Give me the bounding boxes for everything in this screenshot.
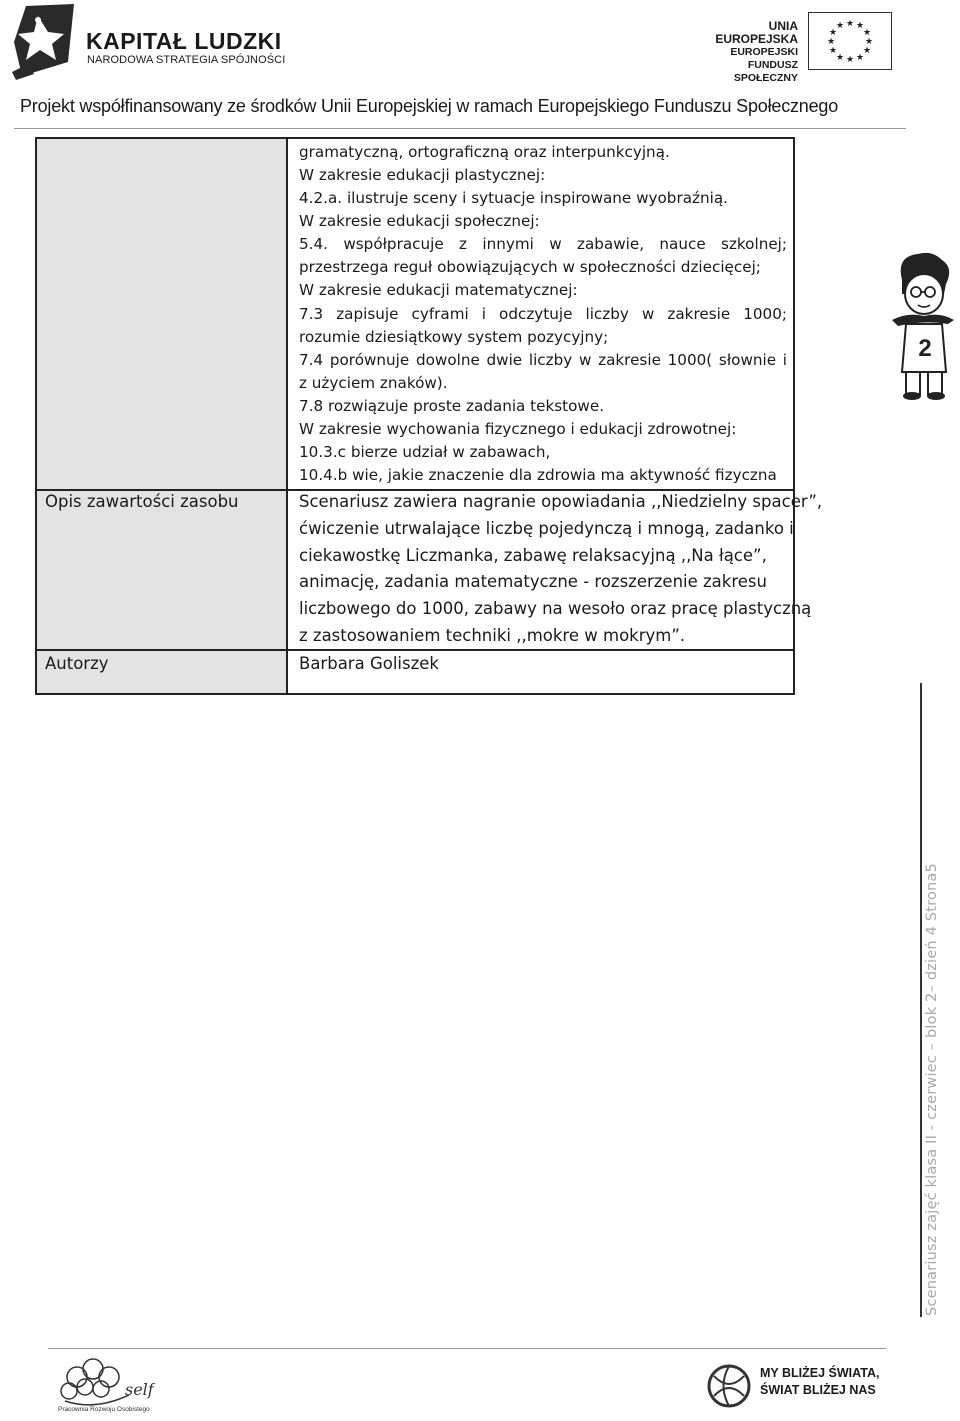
svg-text:★: ★ [828, 46, 838, 56]
description-line: ciekawostkę Liczmanka, zabawę relaksacyjną ,,Na łące”, [299, 546, 767, 565]
self-caption: Pracownia Rozwoju Osobistego [58, 1406, 150, 1413]
table-row-divider [37, 649, 793, 651]
skills-line: 10.4.b wie, jakie znaczenie dla zdrowia ma aktywność fizyczna [299, 466, 777, 484]
svg-text:★: ★ [855, 21, 865, 31]
authors-value: Barbara Goliszek [299, 654, 439, 673]
eu-label [688, 20, 798, 85]
svg-text:★: ★ [835, 21, 845, 31]
svg-text:★: ★ [862, 46, 872, 56]
project-line-part1: Projekt współfinansowany ze środków Unii Europejskiej [20, 96, 452, 116]
eu-fund-line2: FUNDUSZ SPOŁECZNY [733, 59, 798, 84]
mascot-number: 2 [918, 335, 932, 362]
row-label-description: Opis zawartości zasobu [45, 492, 239, 511]
slogan-line1: MY BLIŻEJ ŚWIATA, [760, 1366, 880, 1380]
kapital-ludzki-subtitle: NARODOWA STRATEGIA SPÓJNOŚCI [87, 54, 286, 66]
skills-line: 5.4. współpracuje z innymi w zabawie, nauce szkolnej; [299, 235, 787, 253]
skills-line: W zakresie edukacji matematycznej: [299, 281, 578, 299]
svg-text:★: ★ [826, 37, 836, 47]
globe-hands-icon [704, 1362, 754, 1412]
skills-line: rozumie dziesiątkowy system pozycyjny; [299, 328, 609, 346]
sidebar-divider [920, 683, 922, 1317]
skills-line: W zakresie edukacji plastycznej: [299, 166, 546, 184]
skills-line: 10.3.c bierze udział w zabawach, [299, 443, 551, 461]
description-line: liczbowego do 1000, zabawy na wesoło oraz pracę plastyczną [299, 599, 812, 618]
svg-text:★: ★ [864, 37, 874, 47]
svg-text:★: ★ [855, 53, 865, 63]
skills-line: z użyciem znaków). [299, 374, 448, 392]
footer-divider [48, 1348, 886, 1349]
eu-fund-line1: EUROPEJSKI [730, 46, 798, 58]
svg-text:★: ★ [828, 28, 838, 38]
skills-line: gramatyczną, ortograficzną oraz interpunkcyjną. [299, 143, 670, 161]
program-slogan [760, 1365, 879, 1399]
child-mascot-icon [888, 250, 958, 400]
svg-text:★: ★ [845, 19, 855, 29]
kapital-ludzki-logo [8, 2, 78, 80]
eu-name: UNIA EUROPEJSKA [715, 19, 798, 46]
project-line-part2: w ramach Europejskiego Funduszu Społecznego [456, 96, 839, 116]
project-cofinancing-line [20, 96, 838, 117]
skills-line: 4.2.a. ilustruje sceny i sytuacje inspirowane wyobraźnią. [299, 189, 728, 207]
kapital-ludzki-title: KAPITAŁ LUDZKI [86, 28, 282, 54]
skills-line: 7.8 rozwiązuje proste zadania tekstowe. [299, 397, 605, 415]
description-line: Scenariusz zawiera nagranie opowiadania ,,Niedzielny spacer”, [299, 492, 823, 511]
description-line: animację, zadania matematyczne - rozszerzenie zakresu [299, 572, 767, 591]
skills-line: W zakresie wychowania fizycznego i edukacji zdrowotnej: [299, 420, 737, 438]
svg-text:★: ★ [845, 55, 855, 65]
svg-text:self: self [125, 1380, 154, 1399]
table-column-divider [286, 139, 288, 693]
skills-line: przestrzega reguł obowiązujących w społeczności dziecięcej; [299, 258, 761, 276]
svg-text:★: ★ [862, 28, 872, 38]
svg-text:★: ★ [835, 53, 845, 63]
description-line: z zastosowaniem techniki ,,mokre w mokrym”. [299, 626, 686, 645]
slogan-line2: ŚWIAT BLIŻEJ NAS [760, 1383, 876, 1397]
eu-flag-icon [808, 12, 892, 70]
page-footer-vertical-label: Scenariusz zajęć klasa II - czerwiec – blok 2– dzień 4 Strona5 [924, 863, 940, 1316]
skills-line: 7.3 zapisuje cyframi i odczytuje liczby w zakresie 1000; [299, 305, 787, 323]
skills-line: 7.4 porównuje dowolne dwie liczby w zakresie 1000( słownie i [299, 351, 787, 369]
table-row-divider [37, 489, 793, 491]
header-divider [14, 128, 906, 129]
skills-line: W zakresie edukacji społecznej: [299, 212, 540, 230]
row-label-authors: Autorzy [45, 654, 109, 673]
description-line: ćwiczenie utrwalające liczbę pojedynczą i mnogą, zadanko i [299, 519, 794, 538]
